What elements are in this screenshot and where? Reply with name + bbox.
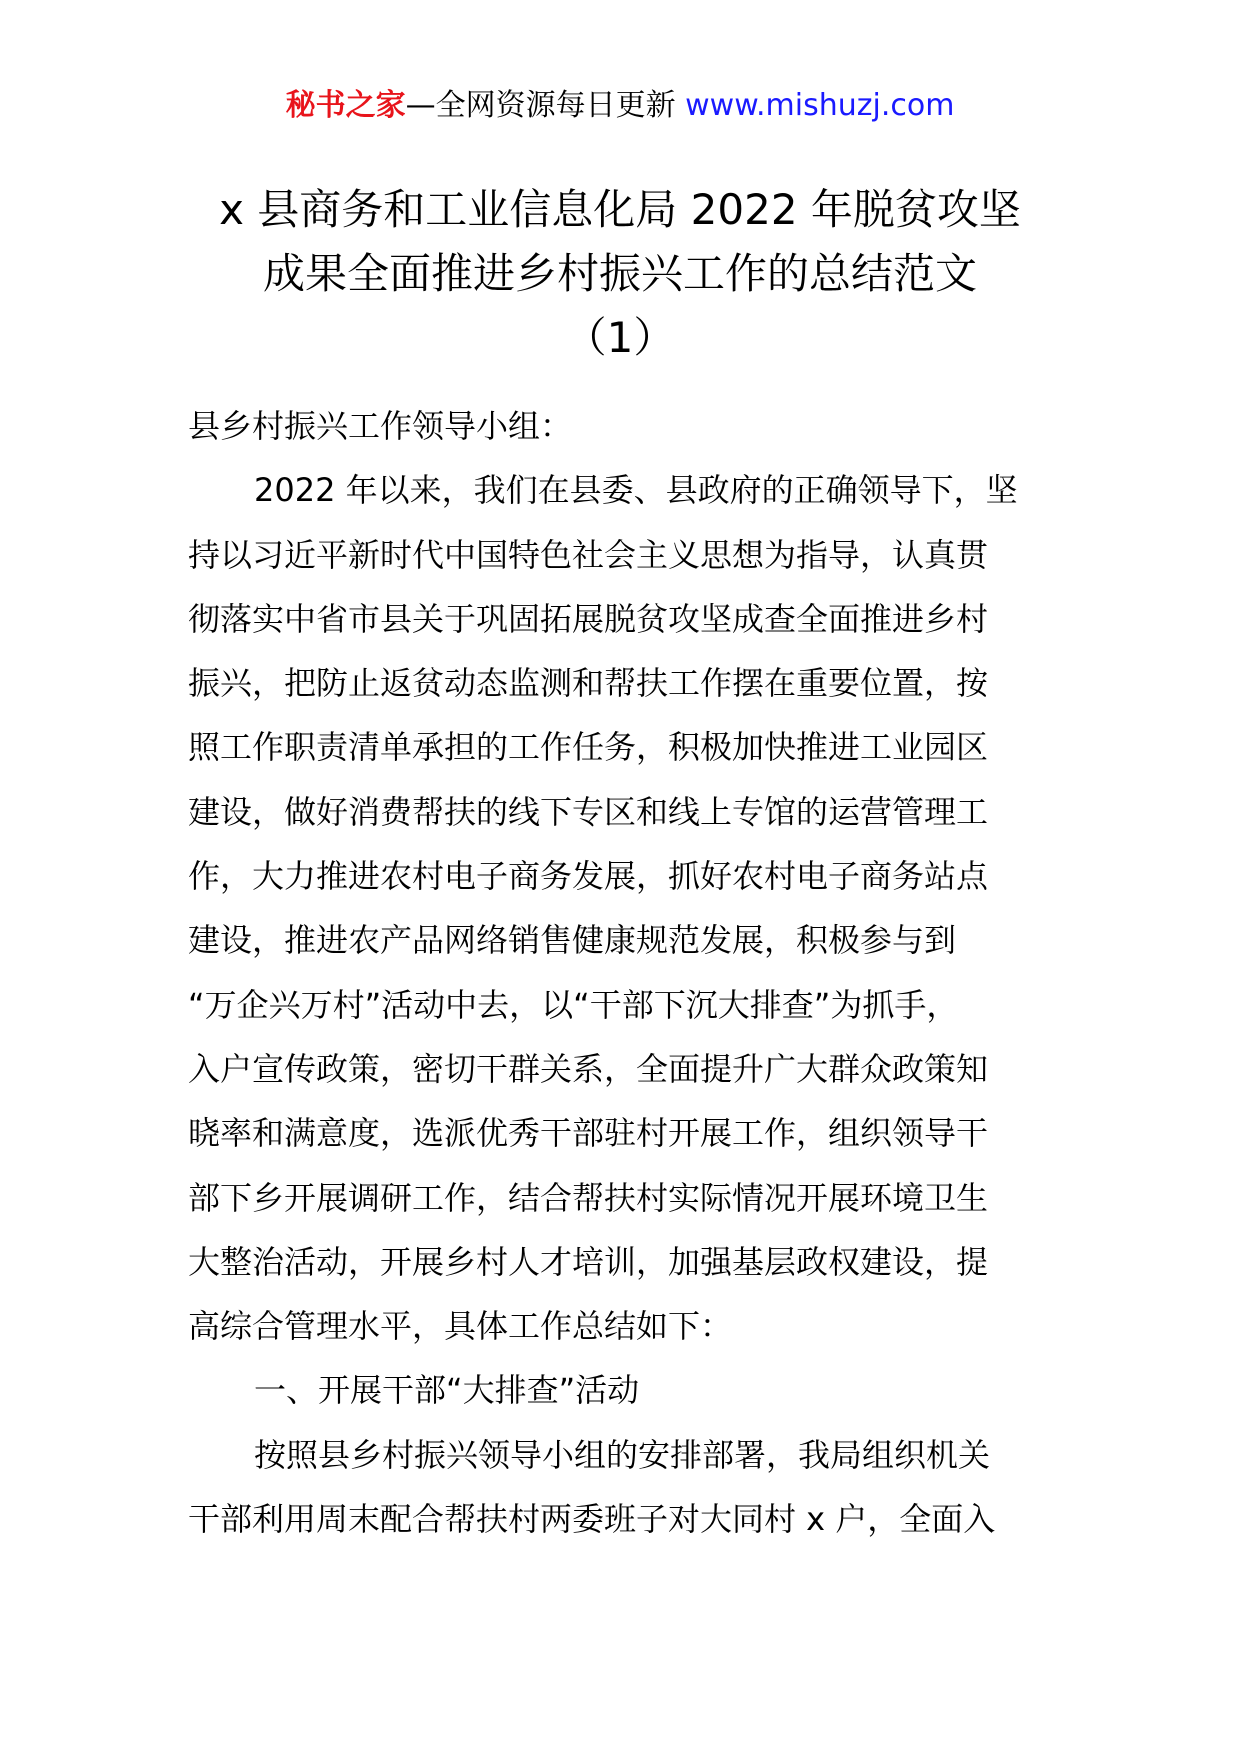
brand-name: 秘书之家	[285, 88, 406, 123]
site-url-link[interactable]: www.mishuzj.com	[685, 88, 955, 123]
body-line: 作，大力推进农村电子商务发展，抓好农村电子商务站点	[188, 857, 989, 896]
body-line: 建设，做好消费帮扶的线下专区和线上专馆的运营管理工	[188, 792, 989, 831]
title-line: （1）	[564, 313, 676, 362]
body-line: 彻落实中省市县关于巩固拓展脱贫攻坚成查全面推进乡村	[188, 599, 989, 638]
title-line: 成果全面推进乡村振兴工作的总结范文	[262, 249, 977, 298]
salutation: 县乡村振兴工作领导小组：	[188, 407, 573, 445]
body-line: 晓率和满意度，选派优秀干部驻村开展工作，组织领导干	[188, 1114, 989, 1153]
title-line: x 县商务和工业信息化局 2022 年脱贫攻坚	[219, 185, 1021, 234]
site-header	[0, 84, 1240, 128]
body-line: 照工作职责清单承担的工作任务，积极加快推进工业园区	[188, 728, 989, 767]
site-tagline: —全网资源每日更新	[405, 88, 676, 123]
body-line: 部下乡开展调研工作，结合帮扶村实际情况开展环境卫生	[188, 1178, 989, 1217]
section-heading: 一、开展干部“大排查”活动	[254, 1371, 640, 1410]
body-line: 干部利用周末配合帮扶村两委班子对大同村 x 户，全面入	[188, 1500, 996, 1539]
body-line: “万企兴万村”活动中去，以“干部下沉大排查”为抓手，	[188, 985, 959, 1024]
body-line: 按照县乡村振兴领导小组的安排部署，我局组织机关	[254, 1435, 991, 1474]
body-line: 2022 年以来，我们在县委、县政府的正确领导下，坚	[254, 471, 1018, 510]
document-title	[150, 178, 1090, 370]
document-body	[188, 394, 1058, 1551]
body-line: 持以习近平新时代中国特色社会主义思想为指导，认真贯	[188, 535, 989, 574]
body-line: 振兴，把防止返贫动态监测和帮扶工作摆在重要位置，按	[188, 664, 989, 703]
body-line: 建设，推进农产品网络销售健康规范发展，积极参与到	[188, 921, 957, 960]
body-line: 大整治活动，开展乡村人才培训，加强基层政权建设，提	[188, 1242, 989, 1281]
body-line: 入户宣传政策，密切干群关系，全面提升广大群众政策知	[188, 1049, 989, 1088]
body-line: 高综合管理水平，具体工作总结如下：	[188, 1307, 733, 1346]
